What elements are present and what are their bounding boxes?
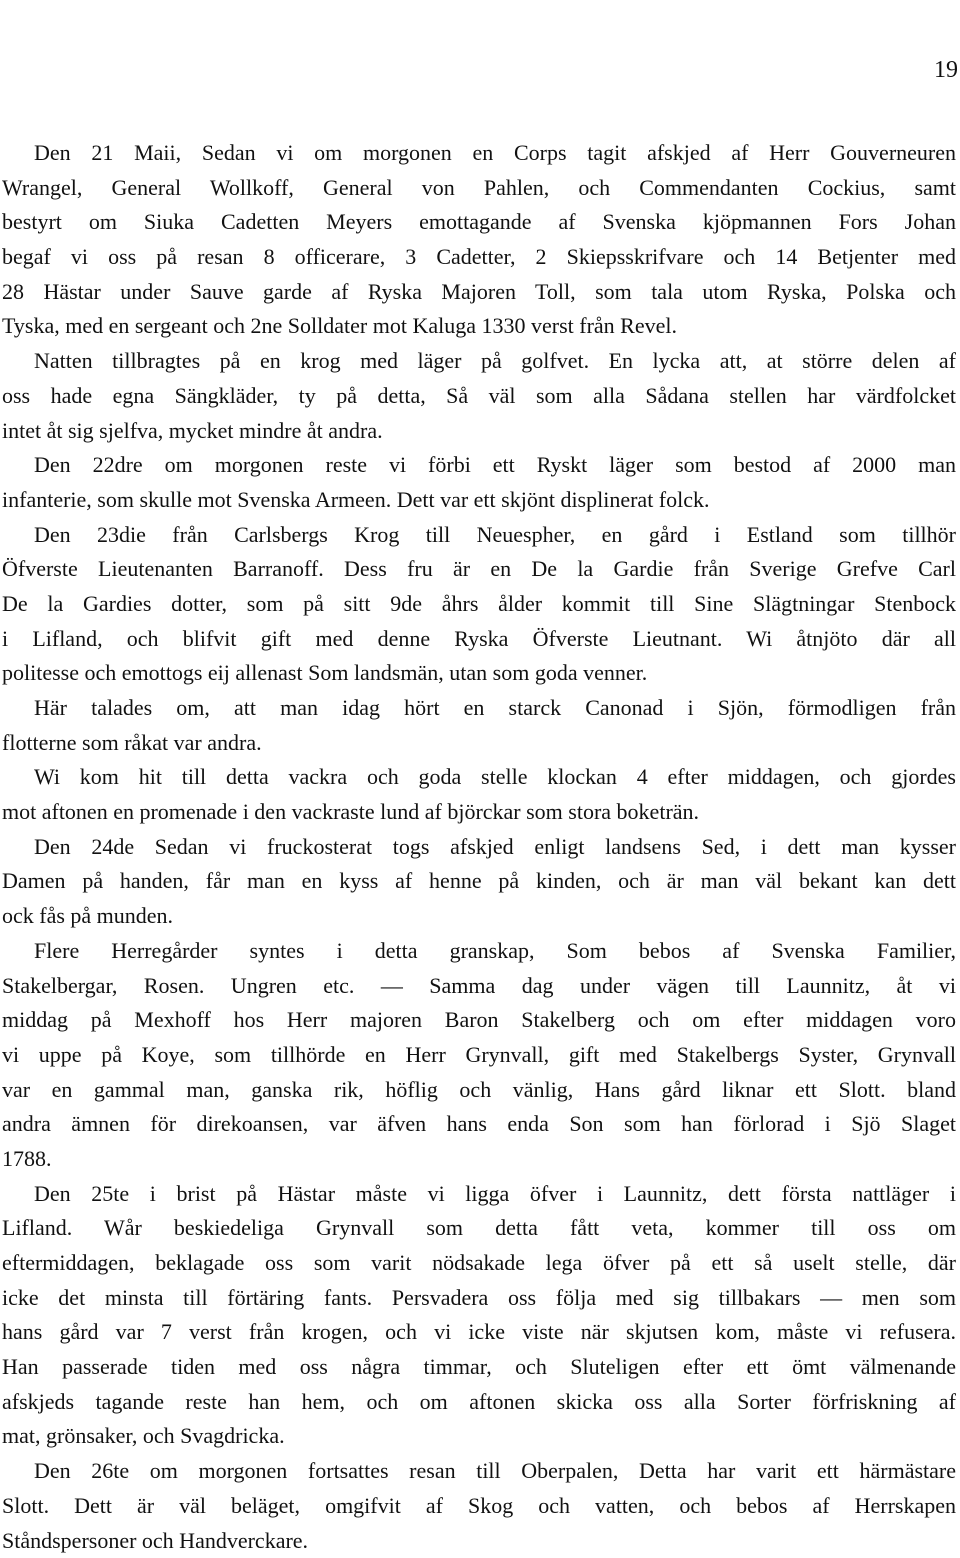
text-line: vi uppe på Koye, som tillhörde en Herr Grynvall, gift med Stakelbergs Syster, Grynvall: [2, 1038, 956, 1073]
text-line: De la Gardies dotter, som på sitt 9de åhrs ålder kommit till Sine Slägtningar Stenbock: [2, 587, 956, 622]
text-line: mot aftonen en promenade i den vackraste lund af björckar som stora boketrän.: [2, 795, 956, 830]
text-line: Den 23die från Carlsbergs Krog till Neuespher, en gård i Estland som tillhör: [2, 518, 956, 553]
text-line: Den 24de Sedan vi fruckosterat togs afskjed enligt landsens Sed, i dett man kysser: [2, 830, 956, 865]
text-line: Han passerade tiden med oss några timmar, och Sluteligen efter ett ömt välmenande: [2, 1350, 956, 1385]
text-line: ock fås på munden.: [2, 899, 956, 934]
text-line: infanterie, som skulle mot Svenska Armeen. Dett var ett skjönt displinerat folck.: [2, 483, 956, 518]
text-line: Wrangel, General Wollkoff, General von Pahlen, och Commendanten Cockius, samt: [2, 171, 956, 206]
text-line: intet åt sig sjelfva, mycket mindre åt andra.: [2, 414, 956, 449]
text-line: Den 26te om morgonen fortsattes resan till Oberpalen, Detta har varit ett härmästare: [2, 1454, 956, 1489]
text-line: flotterne som råkat var andra.: [2, 726, 956, 761]
text-line: mat, grönsaker, och Svagdricka.: [2, 1419, 956, 1454]
text-line: Wi kom hit till detta vackra och goda stelle klockan 4 efter middagen, och gjordes: [2, 760, 956, 795]
text-line: politesse och emottogs eij allenast Som landsmän, utan som goda venner.: [2, 656, 956, 691]
body-text: [2, 136, 956, 1558]
text-line: hans gård var 7 verst från krogen, och vi icke viste när skjutsen kom, måste vi refusera.: [2, 1315, 956, 1350]
text-line: afskjeds tagande reste han hem, och om aftonen skicka oss alla Sorter förfriskning af: [2, 1385, 956, 1420]
text-line: Här talades om, att man idag hört en starck Canonad i Sjön, förmodligen från: [2, 691, 956, 726]
text-line: 28 Hästar under Sauve garde af Ryska Majoren Toll, som tala utom Ryska, Polska och: [2, 275, 956, 310]
text-line: Den 21 Maii, Sedan vi om morgonen en Corps tagit afskjed af Herr Gouverneuren: [2, 136, 956, 171]
text-line: Öfverste Lieutenanten Barranoff. Dess fru är en De la Gardie från Sverige Grefve Carl: [2, 552, 956, 587]
text-line: bestyrt om Siuka Cadetten Meyers emottagande af Svenska kjöpmannen Fors Johan: [2, 205, 956, 240]
text-line: Lifland. Wår beskiedeliga Grynvall som detta fått veta, kommer till oss om: [2, 1211, 956, 1246]
text-line: Natten tillbragtes på en krog med läger på golfvet. En lycka att, at större delen af: [2, 344, 956, 379]
text-line: var en gammal man, ganska rik, höflig och vänlig, Hans gård liknar ett Slott. bland: [2, 1073, 956, 1108]
page-number: 19: [934, 58, 958, 82]
text-line: 1788.: [2, 1142, 956, 1177]
text-line: Den 22dre om morgonen reste vi förbi ett Ryskt läger som bestod af 2000 man: [2, 448, 956, 483]
text-line: Damen på handen, får man en kyss af henne på kinden, och är man väl bekant kan dett: [2, 864, 956, 899]
text-line: begaf vi oss på resan 8 officerare, 3 Cadetter, 2 Skiepsskrifvare och 14 Betjenter med: [2, 240, 956, 275]
text-line: Ståndspersoner och Handverckare.: [2, 1524, 956, 1558]
text-line: Slott. Dett är väl beläget, omgifvit af Skog och vatten, och bebos af Herrskapen: [2, 1489, 956, 1524]
text-line: oss hade egna Sängkläder, ty på detta, Så väl som alla Sådana stellen har värdfolcket: [2, 379, 956, 414]
text-line: i Lifland, och blifvit gift med denne Ryska Öfverste Lieutnant. Wi åtnjöto där all: [2, 622, 956, 657]
text-line: icke det minsta till förtäring fants. Persvadera oss följa med sig tillbakars — men som: [2, 1281, 956, 1316]
text-line: eftermiddagen, beklagade oss som varit nödsakade lega öfver på ett så uselt stelle, där: [2, 1246, 956, 1281]
text-line: Den 25te i brist på Hästar måste vi ligga öfver i Launnitz, dett första nattläger i: [2, 1177, 956, 1212]
text-line: middag på Mexhoff hos Herr majoren Baron Stakelberg och om efter middagen voro: [2, 1003, 956, 1038]
text-line: andra ämnen för direkoansen, var äfven hans enda Son som han förlorad i Sjö Slaget: [2, 1107, 956, 1142]
text-line: Stakelbergar, Rosen. Ungren etc. — Samma dag under vägen till Launnitz, åt vi: [2, 969, 956, 1004]
text-line: Tyska, med en sergeant och 2ne Solldater mot Kaluga 1330 verst från Revel.: [2, 309, 956, 344]
text-line: Flere Herregårder syntes i detta granskap, Som bebos af Svenska Familier,: [2, 934, 956, 969]
